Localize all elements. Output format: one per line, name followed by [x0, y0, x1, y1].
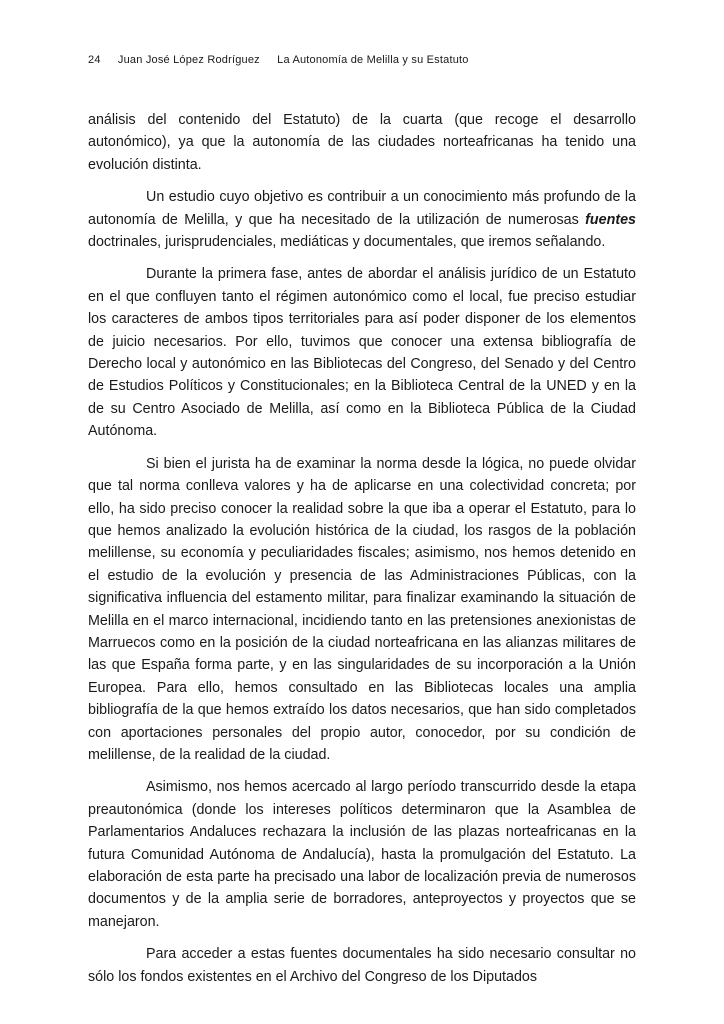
paragraph-3: Durante la primera fase, antes de abordar el análisis jurídico de un Estatuto en el que confluyen tanto el régimen autonómico como el local, fue preciso estudiar los caracteres de ambos tipos territoriales para así poder disponer de los elementos de juicio necesarios. Por ello, tuvimos que conocer una extensa bibliografía de Derecho local y autonómico en las Bibliotecas del Congreso, del Senado y del Centro de Estudios Políticos y Constitucionales; en la Biblioteca Central de la UNED y en la de su Centro Asociado de Melilla, así como en la Biblioteca Pública de la Ciudad Autónoma.: [88, 266, 636, 440]
running-head-title: La Autonomía de Melilla y su Estatuto: [277, 54, 469, 66]
page-number: 24: [88, 54, 101, 66]
paragraph-5: Asimismo, nos hemos acercado al largo período transcurrido desde la etapa preautonómica (donde los intereses políticos determinaron que la Asamblea de Parlamentarios Andaluces rechazara la inclusión de las plazas norteafricanas en la futura Comunidad Autónoma de Andalucía), hasta la promulgación del Estatuto. La elaboración de esta parte ha precisado una labor de localización previa de numerosos documentos y de la amplia serie de borradores, anteproyectos y proyectos que se manejaron.: [88, 779, 636, 930]
body-text: [88, 109, 636, 998]
running-head: [88, 54, 483, 66]
running-head-author: Juan José López Rodríguez: [117, 54, 260, 66]
paragraph-2-end: doctrinales, jurisprudenciales, mediáticas y documentales, que iremos señalando.: [88, 234, 606, 251]
paragraph-4: Si bien el jurista ha de examinar la norma desde la lógica, no puede olvidar que tal norma conlleva valores y ha de aplicarse en una colectividad concreta; por ello, ha sido preciso conocer la realidad sobre la que iba a operar el Estatuto, para lo que hemos analizado la evolución histórica de la ciudad, los rasgos de la población melillense, su economía y peculiaridades fiscales; asimismo, nos hemos detenido en el estudio de la evolución y presencia de las Administraciones Públicas, con la significativa influencia del estamento militar, para finalizar examinando la situación de Melilla en el marco internacional, incidiendo tanto en las pretensiones anexionistas de Marruecos como en la posición de la ciudad norteafricana en las alianzas militares de las que España forma parte, y en las singularidades de su incorporación a la Unión Europea. Para ello, hemos consultado en las Bibliotecas locales una amplia bibliografía de la que hemos extraído los datos necesarios, que han sido completados con aportaciones personales del propio autor, conocedor, por su condición de melillense, de la realidad de la ciudad.: [88, 455, 636, 763]
emphasized-word: fuentes: [585, 211, 636, 228]
paragraph-2-start: Un estudio cuyo objetivo es contribuir a un conocimiento más profundo de la autonomía de Melilla, y que ha necesitado de la utilización de numerosas: [88, 189, 636, 228]
paragraph-2: [88, 186, 636, 253]
paragraph-1: análisis del contenido del Estatuto) de la cuarta (que recoge el desarrollo autonómico), ya que la autonomía de las ciudades norteafricanas ha tenido una evolución distinta.: [88, 112, 636, 173]
paragraph-6: Para acceder a estas fuentes documentales ha sido necesario consultar no sólo los fondos existentes en el Archivo del Congreso de los Diputados: [88, 946, 636, 985]
